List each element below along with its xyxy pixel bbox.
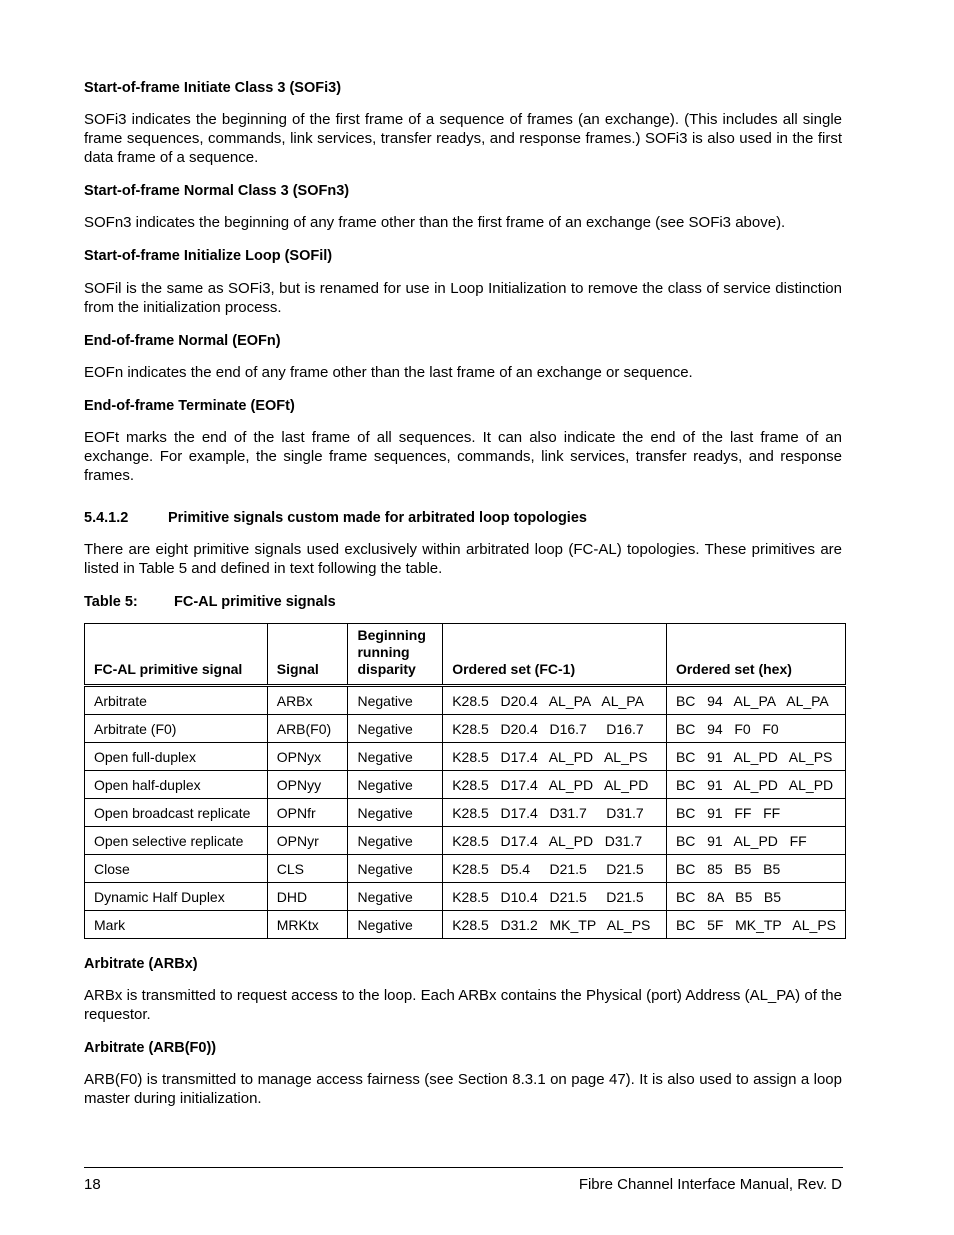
table-cell: K28.5 D17.4 AL_PD D31.7: [443, 827, 667, 855]
table-cell: BC 91 AL_PD AL_PS: [666, 743, 845, 771]
table-cell: K28.5 D31.2 MK_TP AL_PS: [443, 911, 667, 939]
heading-sofn3: Start-of-frame Normal Class 3 (SOFn3): [84, 183, 350, 199]
table-cell: Negative: [348, 715, 443, 743]
section-heading: [84, 510, 587, 526]
table-cell: OPNfr: [267, 799, 348, 827]
table-row: [85, 883, 846, 911]
table-caption-title: FC-AL primitive signals: [174, 594, 336, 610]
table-cell: BC 91 AL_PD FF: [666, 827, 845, 855]
table-row: [85, 799, 846, 827]
table-cell: OPNyr: [267, 827, 348, 855]
table-row: [85, 715, 846, 743]
table-cell: Close: [85, 855, 268, 883]
footer-rule: [84, 1167, 843, 1168]
table-row: [85, 686, 846, 715]
section-number: 5.4.1.2: [84, 510, 129, 526]
paragraph-arbf0: ARB(F0) is transmitted to manage access fairness (see Section 8.3.1 on page 47). It is also used to assign a loop master during initialization.: [84, 1071, 842, 1107]
section-title: Primitive signals custom made for arbitrated loop topologies: [168, 510, 587, 526]
table-cell: Mark: [85, 911, 268, 939]
paragraph-eoft: EOFt marks the end of the last frame of all sequences. It can also indicate the end of the last frame of an exchange. For example, the single frame sequences, commands, link services, transfer readys, and response frames.: [84, 429, 842, 484]
table-row: [85, 827, 846, 855]
table-cell: Negative: [348, 827, 443, 855]
table-cell: K28.5 D5.4 D21.5 D21.5: [443, 855, 667, 883]
table-cell: CLS: [267, 855, 348, 883]
heading-sofi3: Start-of-frame Initiate Class 3 (SOFi3): [84, 80, 342, 96]
table-cell: Negative: [348, 771, 443, 799]
table-cell: BC 94 AL_PA AL_PA: [666, 686, 845, 715]
paragraph-sofn3: SOFn3 indicates the beginning of any frame other than the first frame of an exchange (see SOFi3 above).: [84, 214, 786, 231]
header-cell: Ordered set (FC-1): [443, 624, 667, 686]
table-header-row: [85, 624, 846, 686]
paragraph-eofn: EOFn indicates the end of any frame other than the last frame of an exchange or sequence.: [84, 364, 693, 381]
table-caption: [84, 594, 336, 610]
footer-title: Fibre Channel Interface Manual, Rev. D: [578, 1176, 842, 1193]
table-cell: Negative: [348, 799, 443, 827]
table-cell: K28.5 D17.4 AL_PD AL_PS: [443, 743, 667, 771]
table-cell: Open full-duplex: [85, 743, 268, 771]
table-cell: MRKtx: [267, 911, 348, 939]
table-cell: BC 5F MK_TP AL_PS: [666, 911, 845, 939]
table-cell: Open half-duplex: [85, 771, 268, 799]
table-cell: DHD: [267, 883, 348, 911]
page-number: 18: [84, 1176, 101, 1193]
table-cell: Negative: [348, 686, 443, 715]
table-cell: OPNyx: [267, 743, 348, 771]
heading-arbf0: Arbitrate (ARB(F0)): [84, 1040, 217, 1056]
paragraph-arbx: ARBx is transmitted to request access to the loop. Each ARBx contains the Physical (port) Address (AL_PA) of the requestor.: [84, 987, 842, 1023]
table-cell: BC 91 AL_PD AL_PD: [666, 771, 845, 799]
paragraph-intro: There are eight primitive signals used exclusively within arbitrated loop (FC-AL) topologies. These primitives are listed in Table 5 and defined in text following the table.: [84, 541, 842, 577]
table-cell: ARB(F0): [267, 715, 348, 743]
header-cell: FC-AL primitive signal: [85, 624, 268, 686]
table-row: [85, 911, 846, 939]
table-cell: Dynamic Half Duplex: [85, 883, 268, 911]
table-caption-label: Table 5:: [84, 594, 138, 610]
table-cell: K28.5 D17.4 AL_PD AL_PD: [443, 771, 667, 799]
table-cell: Negative: [348, 743, 443, 771]
table-cell: K28.5 D17.4 D31.7 D31.7: [443, 799, 667, 827]
paragraph-sofil: SOFil is the same as SOFi3, but is renamed for use in Loop Initialization to remove the class of service distinction from the initialization process.: [84, 280, 842, 316]
heading-eofn: End-of-frame Normal (EOFn): [84, 333, 281, 349]
paragraph-sofi3: SOFi3 indicates the beginning of the first frame of a sequence of frames (an exchange). (This includes all single frame sequences, commands, link services, transfer readys, and response frames.) SOFi3 is also used in the first data frame of a sequence.: [84, 111, 842, 166]
table-cell: K28.5 D20.4 D16.7 D16.7: [443, 715, 667, 743]
header-cell: Ordered set (hex): [666, 624, 845, 686]
table-cell: ARBx: [267, 686, 348, 715]
table-cell: Negative: [348, 883, 443, 911]
table-cell: Arbitrate (F0): [85, 715, 268, 743]
table-cell: K28.5 D10.4 D21.5 D21.5: [443, 883, 667, 911]
table-row: [85, 855, 846, 883]
table-cell: BC 91 FF FF: [666, 799, 845, 827]
table-cell: Arbitrate: [85, 686, 268, 715]
table-cell: BC 94 F0 F0: [666, 715, 845, 743]
table-cell: Negative: [348, 855, 443, 883]
primitive-signals-table: [84, 623, 846, 939]
table-row: [85, 743, 846, 771]
table-cell: BC 8A B5 B5: [666, 883, 845, 911]
table-cell: BC 85 B5 B5: [666, 855, 845, 883]
heading-sofil: Start-of-frame Initialize Loop (SOFil): [84, 248, 333, 264]
table-row: [85, 771, 846, 799]
header-cell: Beginning running disparity: [348, 624, 443, 686]
table-cell: K28.5 D20.4 AL_PA AL_PA: [443, 686, 667, 715]
header-cell: Signal: [267, 624, 348, 686]
table-cell: OPNyy: [267, 771, 348, 799]
table-cell: Open selective replicate: [85, 827, 268, 855]
table-cell: Negative: [348, 911, 443, 939]
table-cell: Open broadcast replicate: [85, 799, 268, 827]
heading-eoft: End-of-frame Terminate (EOFt): [84, 398, 295, 414]
heading-arbx: Arbitrate (ARBx): [84, 956, 198, 972]
